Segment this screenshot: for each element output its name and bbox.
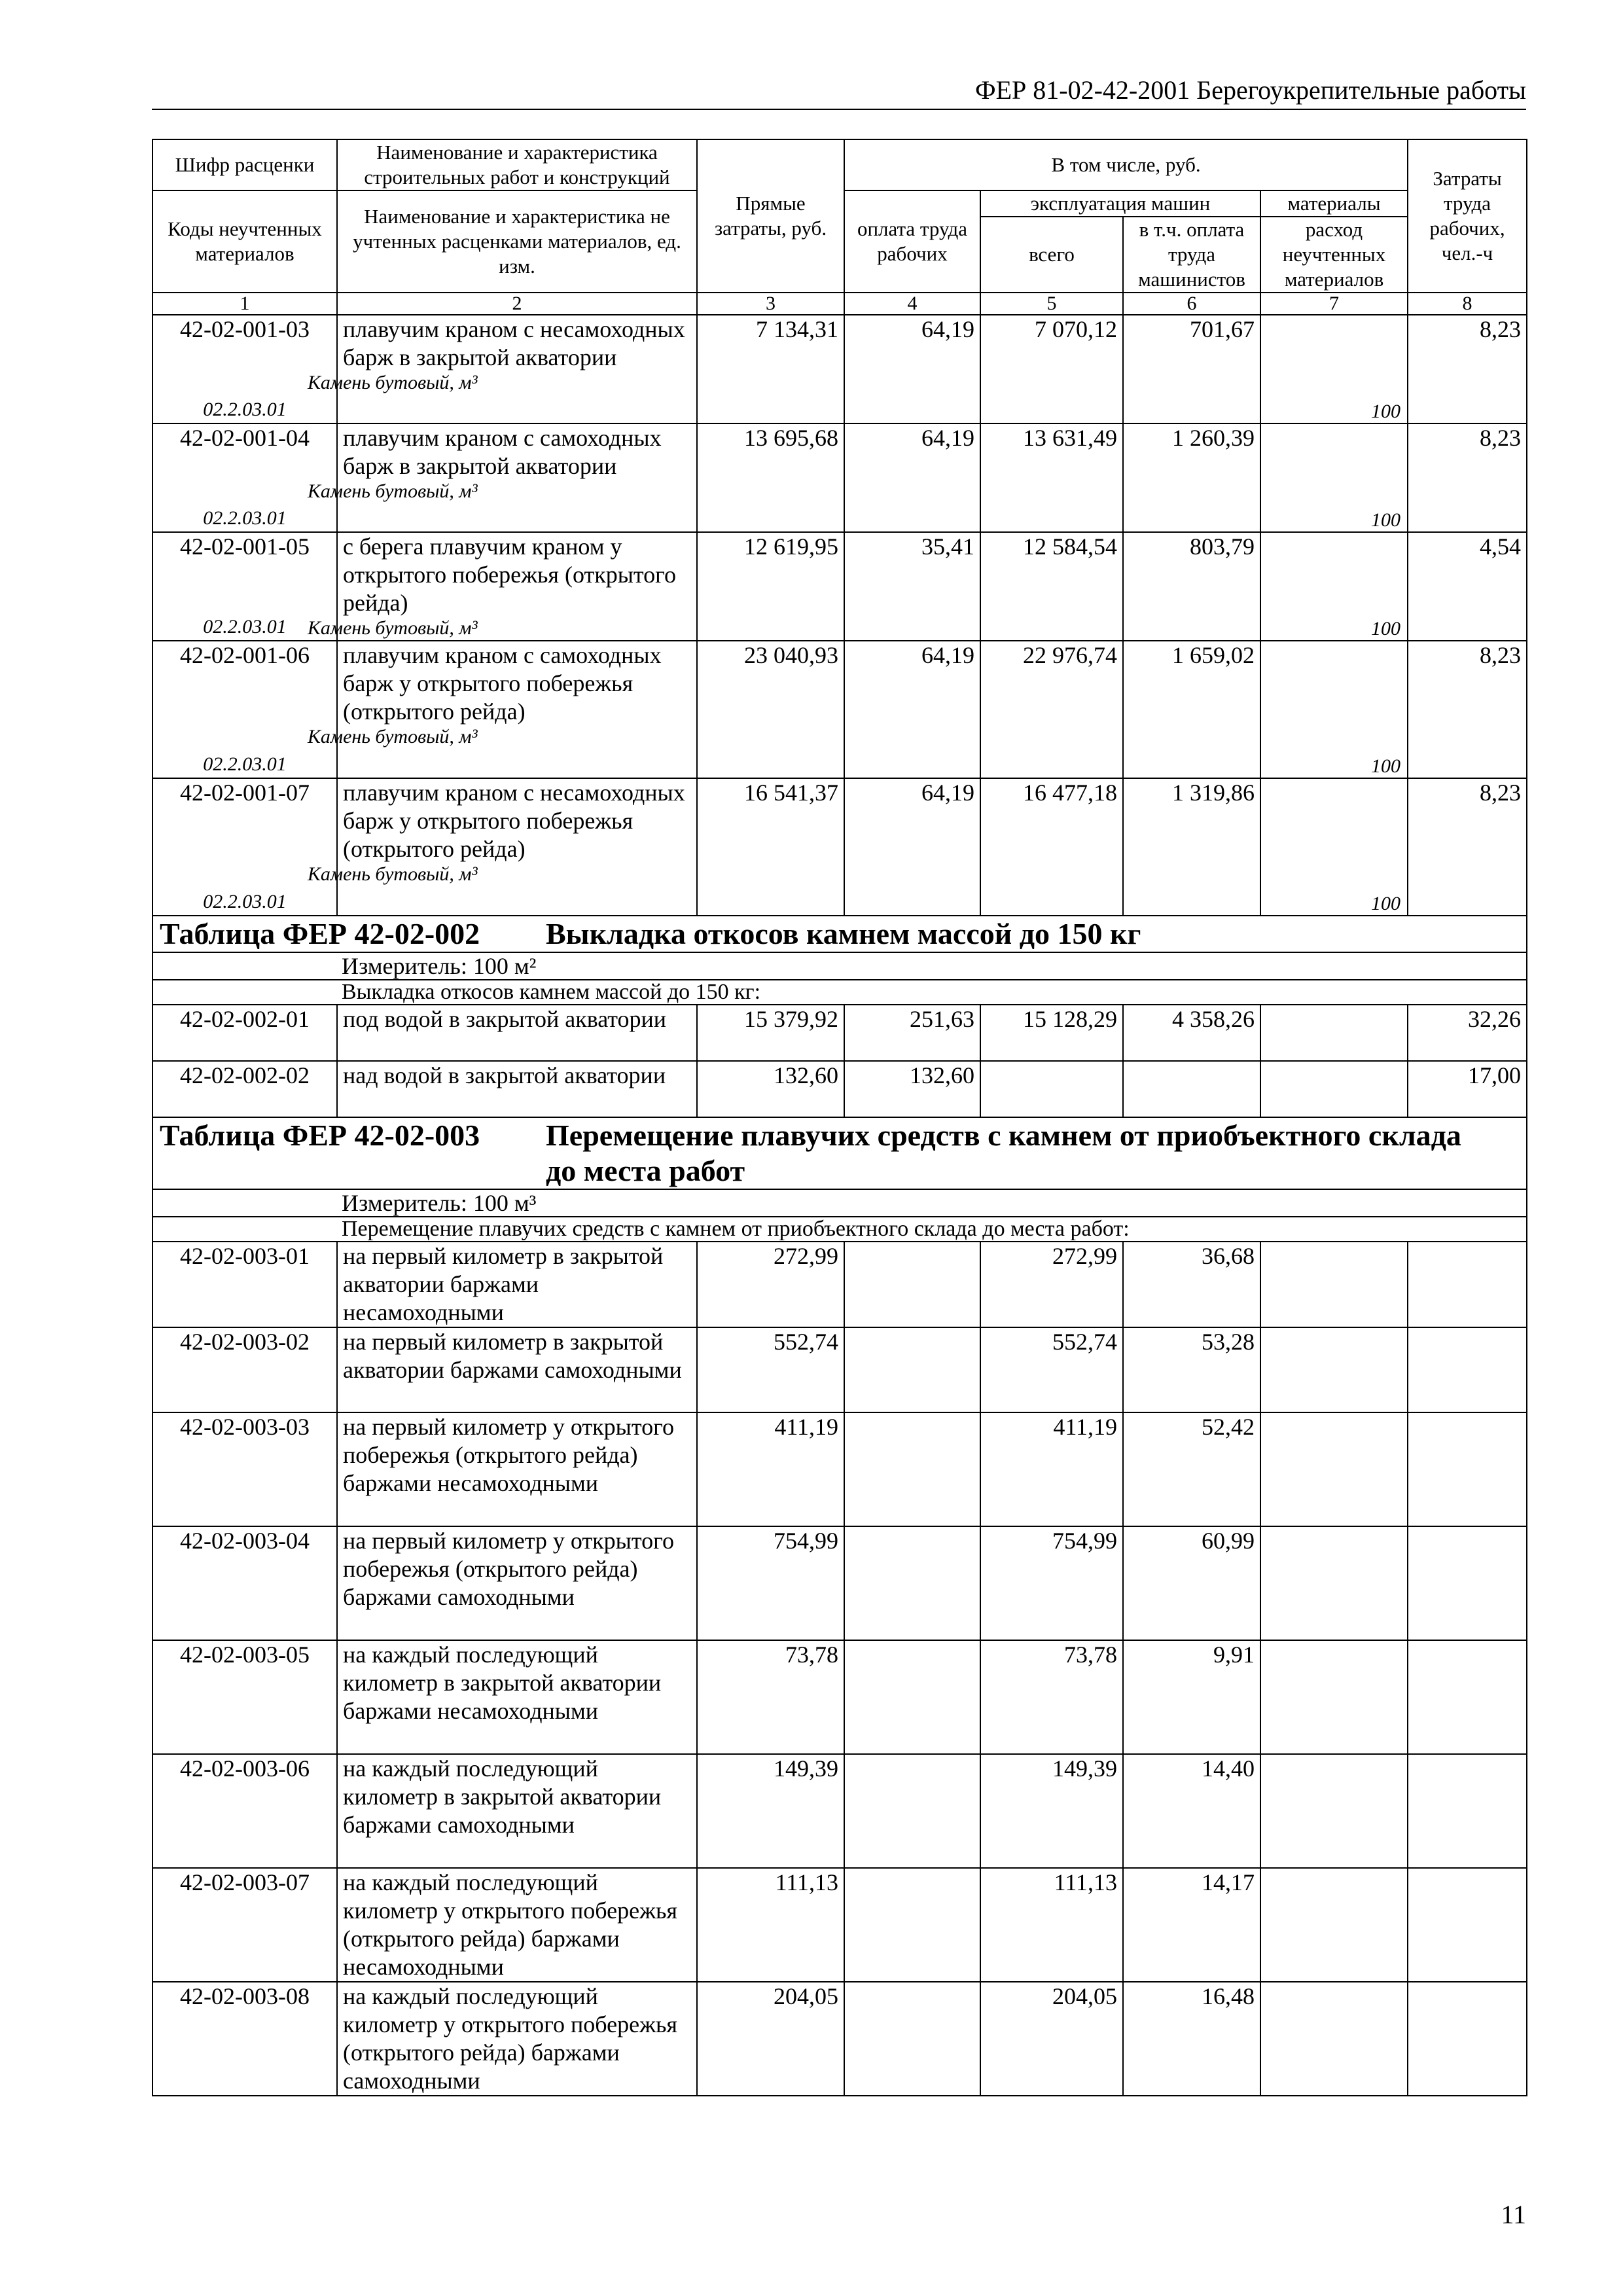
row-material-cell (1260, 641, 1408, 778)
row-direct: 16 541,37 (697, 778, 844, 916)
material-code: 02.2.03.01 (203, 399, 287, 420)
col-name-header: Наименование и характеристика строительных работ и конструкций (337, 139, 697, 190)
row-code: 42-02-002-01 (152, 1005, 337, 1061)
row-labor-hours (1408, 1640, 1527, 1754)
row-machines-total: 754,99 (980, 1526, 1123, 1640)
row-code: 42-02-003-04 (152, 1526, 337, 1640)
row-material-cell (1260, 1412, 1408, 1526)
row-labor-pay: 64,19 (844, 641, 980, 778)
row-machinists-pay: 1 260,39 (1123, 423, 1260, 532)
column-numbers-row (152, 293, 1527, 315)
row-labor-hours (1408, 1242, 1527, 1327)
table-row (152, 532, 1527, 641)
row-labor-pay: 35,41 (844, 532, 980, 641)
material-code: 02.2.03.01 (203, 616, 287, 637)
row-code: 42-02-001-03 (180, 316, 310, 342)
row-code: 42-02-003-07 (152, 1868, 337, 1982)
table-row (152, 1526, 1527, 1640)
row-name-cell (308, 641, 697, 778)
table-002-title: Выкладка откосов камнем массой до 150 кг (546, 917, 1141, 950)
col-number: 1 (152, 293, 337, 315)
row-material-cell (1260, 1640, 1408, 1754)
row-machines-total: 204,05 (980, 1982, 1123, 2096)
row-labor-hours (1408, 1868, 1527, 1982)
row-labor-hours: 8,23 (1408, 641, 1527, 778)
row-direct: 15 379,92 (697, 1005, 844, 1061)
row-machinists-pay: 701,67 (1123, 315, 1260, 423)
table-row (152, 1754, 1527, 1868)
row-labor-pay (844, 1982, 980, 2096)
col-machines-total-header: всего (980, 217, 1123, 293)
row-labor-pay: 64,19 (844, 778, 980, 916)
material-name: Камень бутовый, м³ (308, 480, 478, 502)
row-labor-pay: 132,60 (844, 1061, 980, 1117)
row-labor-hours: 8,23 (1408, 423, 1527, 532)
material-name: Камень бутовый, м³ (308, 617, 478, 639)
row-code: 42-02-002-02 (152, 1061, 337, 1117)
row-direct: 204,05 (697, 1982, 844, 2096)
row-machines-total: 149,39 (980, 1754, 1123, 1868)
row-code: 42-02-003-08 (152, 1982, 337, 2096)
row-material-cell (1260, 1061, 1408, 1117)
row-labor-pay (844, 1640, 980, 1754)
row-code: 42-02-003-03 (152, 1412, 337, 1526)
row-name: на первый километр в закрытой акватории баржами несамоходными (337, 1242, 697, 1327)
row-code-cell (152, 315, 337, 423)
price-table (152, 139, 1527, 2096)
material-name: Камень бутовый, м³ (308, 726, 478, 747)
row-machines-total (980, 1061, 1123, 1117)
table-row (152, 641, 1527, 778)
row-machinists-pay: 1 319,86 (1123, 778, 1260, 916)
row-labor-pay (844, 1242, 980, 1327)
row-code: 42-02-003-02 (152, 1327, 337, 1412)
col-machines-header: эксплуатация машин (980, 190, 1260, 217)
row-machinists-pay: 14,40 (1123, 1754, 1260, 1868)
row-direct: 73,78 (697, 1640, 844, 1754)
col-number: 4 (844, 293, 980, 315)
row-labor-pay (844, 1412, 980, 1526)
table-003-caption-row (152, 1217, 1527, 1242)
row-machines-total: 552,74 (980, 1327, 1123, 1412)
row-name: плавучим краном с несамоходных барж в закрытой акватории (343, 316, 685, 370)
material-value: 100 (1371, 401, 1401, 422)
row-labor-hours: 4,54 (1408, 532, 1527, 641)
row-machinists-pay: 36,68 (1123, 1242, 1260, 1327)
row-material-cell (1260, 1005, 1408, 1061)
row-machines-total: 111,13 (980, 1868, 1123, 1982)
row-code-cell (152, 778, 337, 916)
row-labor-hours: 8,23 (1408, 315, 1527, 423)
row-machinists-pay: 803,79 (1123, 532, 1260, 641)
material-code: 02.2.03.01 (203, 891, 287, 912)
row-code: 42-02-001-06 (180, 642, 310, 668)
row-name: на каждый последующий километр в закрытой акватории баржами несамоходными (337, 1640, 697, 1754)
table-row (152, 1982, 1527, 2096)
row-material-cell (1260, 778, 1408, 916)
row-code: 42-02-003-01 (152, 1242, 337, 1327)
table-002-measure-row (152, 952, 1527, 980)
row-machines-total: 16 477,18 (980, 778, 1123, 916)
row-material-cell (1260, 1526, 1408, 1640)
row-name: на первый километр у открытого побережья (открытого рейда) баржами самоходными (337, 1526, 697, 1640)
col-direct-header: Прямые затраты, руб. (697, 139, 844, 293)
row-direct: 132,60 (697, 1061, 844, 1117)
row-machinists-pay: 1 659,02 (1123, 641, 1260, 778)
material-code: 02.2.03.01 (203, 507, 287, 529)
table-row (152, 1061, 1527, 1117)
row-direct: 552,74 (697, 1327, 844, 1412)
material-value: 100 (1371, 755, 1401, 777)
row-machinists-pay: 16,48 (1123, 1982, 1260, 2096)
row-labor-hours: 8,23 (1408, 778, 1527, 916)
col-code-header: Шифр расценки (152, 139, 337, 190)
col-materials-header: материалы (1260, 190, 1408, 217)
row-direct: 411,19 (697, 1412, 844, 1526)
table-row (152, 1242, 1527, 1327)
row-machinists-pay: 4 358,26 (1123, 1005, 1260, 1061)
row-machines-total: 73,78 (980, 1640, 1123, 1754)
table-003-title-cell (152, 1117, 1527, 1189)
row-name: плавучим краном с несамоходных барж у открытого побережья (открытого рейда) (343, 780, 685, 862)
row-name-cell (308, 532, 697, 641)
row-machines-total: 15 128,29 (980, 1005, 1123, 1061)
col-number: 2 (337, 293, 697, 315)
row-machines-total: 7 070,12 (980, 315, 1123, 423)
material-value: 100 (1371, 618, 1401, 639)
row-machinists-pay: 53,28 (1123, 1327, 1260, 1412)
row-labor-pay (844, 1754, 980, 1868)
col-including-header: В том числе, руб. (844, 139, 1408, 190)
table-002-caption: Выкладка откосов камнем массой до 150 кг: (152, 980, 1527, 1005)
material-value: 100 (1371, 893, 1401, 914)
row-code: 42-02-001-05 (180, 533, 310, 560)
material-code: 02.2.03.01 (203, 753, 287, 775)
header-rule (152, 109, 1526, 110)
row-direct: 7 134,31 (697, 315, 844, 423)
row-code-cell (152, 423, 337, 532)
table-row (152, 1640, 1527, 1754)
row-machines-total: 12 584,54 (980, 532, 1123, 641)
col-name-sub: Наименование и характеристика не учтенных расценками материалов, ед. изм. (337, 190, 697, 293)
row-machinists-pay: 60,99 (1123, 1526, 1260, 1640)
table-002-code: Таблица ФЕР 42-02-002 (160, 917, 480, 950)
col-number: 6 (1123, 293, 1260, 315)
row-machinists-pay: 14,17 (1123, 1868, 1260, 1982)
row-direct: 754,99 (697, 1526, 844, 1640)
row-name-cell (308, 315, 697, 423)
row-direct: 23 040,93 (697, 641, 844, 778)
col-number: 8 (1408, 293, 1527, 315)
table-003-measure: Измеритель: 100 м³ (152, 1189, 1527, 1217)
row-labor-pay (844, 1327, 980, 1412)
row-labor-pay (844, 1868, 980, 1982)
col-code-sub: Коды неучтенных материалов (152, 190, 337, 293)
row-material-cell (1260, 315, 1408, 423)
row-material-cell (1260, 423, 1408, 532)
row-labor-pay: 251,63 (844, 1005, 980, 1061)
table-row (152, 423, 1527, 532)
col-number: 3 (697, 293, 844, 315)
material-value: 100 (1371, 509, 1401, 531)
row-direct: 13 695,68 (697, 423, 844, 532)
row-code: 42-02-001-04 (180, 425, 310, 451)
row-code: 42-02-001-07 (180, 780, 310, 806)
row-labor-pay: 64,19 (844, 423, 980, 532)
row-material-cell (1260, 1982, 1408, 2096)
row-material-cell (1260, 1754, 1408, 1868)
row-direct: 272,99 (697, 1242, 844, 1327)
col-labor-cost-header: Затраты труда рабочих, чел.-ч (1408, 139, 1527, 293)
row-labor-hours (1408, 1754, 1527, 1868)
row-name: под водой в закрытой акватории (337, 1005, 697, 1061)
row-material-cell (1260, 1327, 1408, 1412)
row-machines-total: 13 631,49 (980, 423, 1123, 532)
table-row (152, 778, 1527, 916)
table-003-code: Таблица ФЕР 42-02-003 (160, 1119, 480, 1152)
table-row (152, 315, 1527, 423)
row-machines-total: 22 976,74 (980, 641, 1123, 778)
table-003-caption: Перемещение плавучих средств с камнем от приобъектного склада до места работ: (152, 1217, 1527, 1242)
col-machinists-header: в т.ч. оплата труда машинистов (1123, 217, 1260, 293)
page-number: 11 (1501, 2200, 1526, 2229)
row-labor-hours: 17,00 (1408, 1061, 1527, 1117)
table-002-measure: Измеритель: 100 м² (152, 952, 1527, 980)
row-machinists-pay (1123, 1061, 1260, 1117)
row-code: 42-02-003-06 (152, 1754, 337, 1868)
row-name: плавучим краном с самоходных барж в закрытой акватории (343, 425, 662, 479)
table-row (152, 1005, 1527, 1061)
row-name: над водой в закрытой акватории (337, 1061, 697, 1117)
col-materials-sub: расход неучтенных материалов (1260, 217, 1408, 293)
row-direct: 12 619,95 (697, 532, 844, 641)
table-003-title: Перемещение плавучих средств с камнем от приобъектного склада до места работ (546, 1119, 1461, 1187)
col-number: 7 (1260, 293, 1408, 315)
table-header (152, 139, 1527, 315)
material-name: Камень бутовый, м³ (308, 863, 478, 885)
table-row (152, 1412, 1527, 1526)
table-002-caption-row (152, 980, 1527, 1005)
row-machines-total: 411,19 (980, 1412, 1123, 1526)
row-name: на первый километр в закрытой акватории баржами самоходными (337, 1327, 697, 1412)
material-name: Камень бутовый, м³ (308, 372, 478, 393)
col-number: 5 (980, 293, 1123, 315)
table-003-measure-row (152, 1189, 1527, 1217)
table-002-title-row (152, 916, 1527, 952)
row-labor-hours (1408, 1412, 1527, 1526)
row-labor-hours (1408, 1982, 1527, 2096)
row-machinists-pay: 9,91 (1123, 1640, 1260, 1754)
row-name: плавучим краном с самоходных барж у открытого побережья (открытого рейда) (343, 642, 662, 725)
col-labor-pay-header: оплата труда рабочих (844, 190, 980, 293)
row-labor-hours (1408, 1526, 1527, 1640)
row-name-cell (308, 778, 697, 916)
row-name-cell (308, 423, 697, 532)
row-labor-hours (1408, 1327, 1527, 1412)
row-machinists-pay: 52,42 (1123, 1412, 1260, 1526)
row-name: на первый километр у открытого побережья (открытого рейда) баржами несамоходными (337, 1412, 697, 1526)
row-material-cell (1260, 532, 1408, 641)
page-header-title: ФЕР 81-02-42-2001 Берегоукрепительные работы (974, 75, 1526, 105)
row-name: на каждый последующий километр у открытого побережья (открытого рейда) баржами самоходными (337, 1982, 697, 2096)
table-003-title-row (152, 1117, 1527, 1189)
row-code-cell (152, 641, 337, 778)
row-labor-pay: 64,19 (844, 315, 980, 423)
row-name: с берега плавучим краном у открытого побережья (открытого рейда) (343, 533, 677, 616)
row-labor-hours: 32,26 (1408, 1005, 1527, 1061)
table-row (152, 1327, 1527, 1412)
row-direct: 111,13 (697, 1868, 844, 1982)
table-row (152, 1868, 1527, 1982)
row-name: на каждый последующий километр у открытого побережья (открытого рейда) баржами несамоходными (337, 1868, 697, 1982)
row-machines-total: 272,99 (980, 1242, 1123, 1327)
row-labor-pay (844, 1526, 980, 1640)
row-material-cell (1260, 1868, 1408, 1982)
row-name: на каждый последующий километр в закрытой акватории баржами самоходными (337, 1754, 697, 1868)
table-002-title-cell (152, 916, 1527, 952)
row-direct: 149,39 (697, 1754, 844, 1868)
row-material-cell (1260, 1242, 1408, 1327)
row-code: 42-02-003-05 (152, 1640, 337, 1754)
